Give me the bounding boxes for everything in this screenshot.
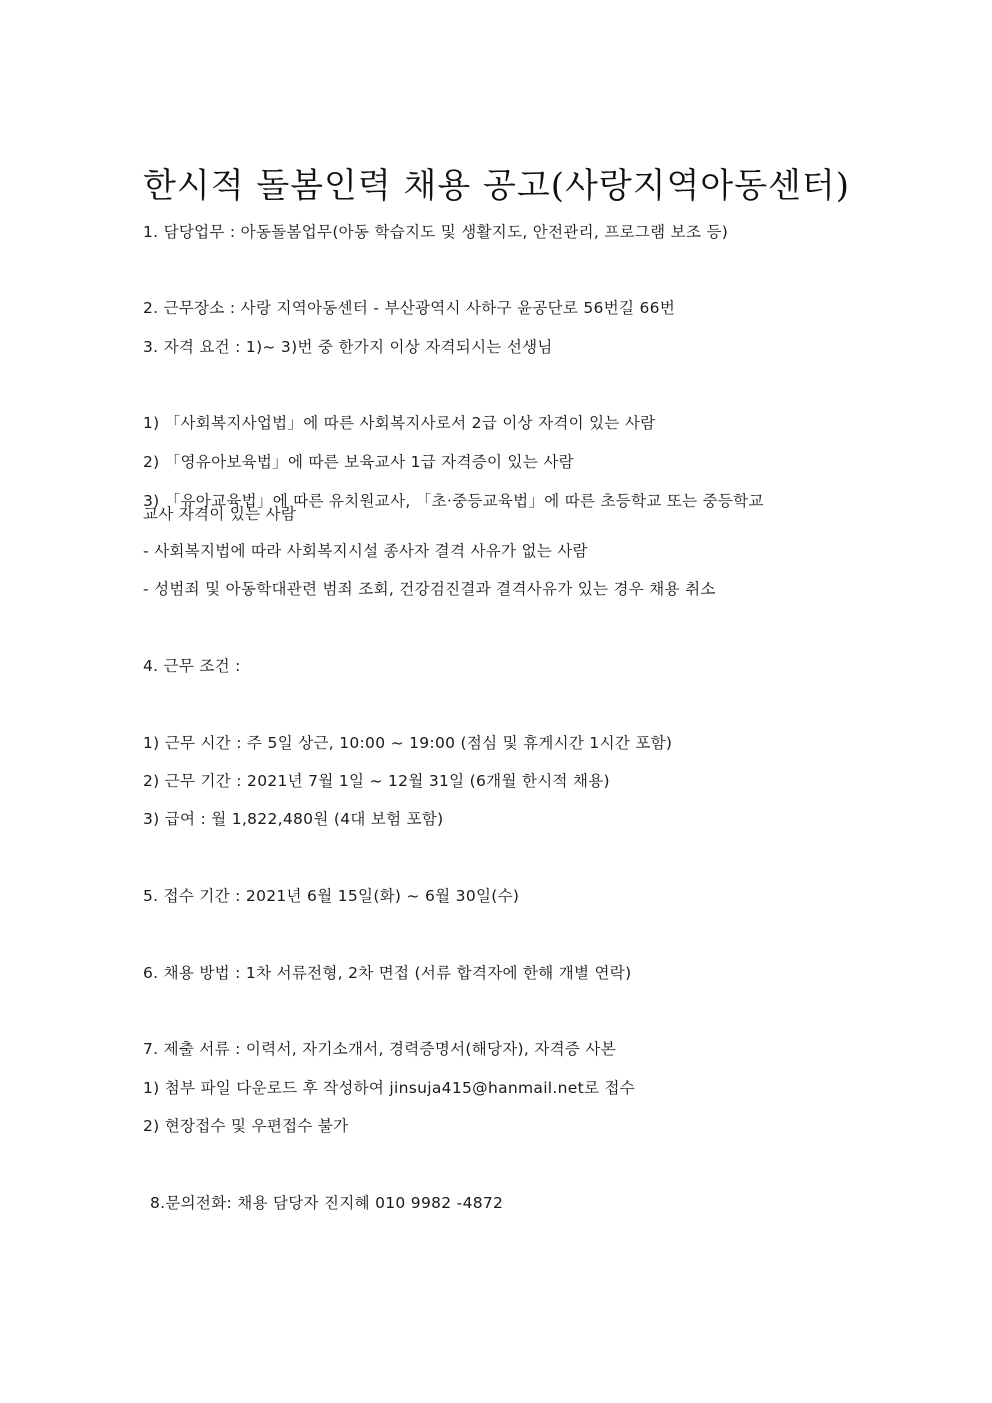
section-location: 2. 근무장소 : 사랑 지역아동센터 - 부산광역시 사하구 윤공단로 56번길 66번: [143, 299, 676, 317]
section-hiring-method: 6. 채용 방법 : 1차 서류전형, 2차 면접 (서류 합격자에 한해 개별 연락): [143, 964, 632, 982]
qualification-note: - 성범죄 및 아동학대관련 범죄 조회, 건강검진결과 결격사유가 있는 경우 채용 취소: [143, 580, 716, 598]
condition-item: 2) 근무 기간 : 2021년 7월 1일 ~ 12월 31일 (6개월 한시적 채용): [143, 772, 610, 790]
qualification-item: 1) 「사회복지사업법」에 따른 사회복지사로서 2급 이상 자격이 있는 사람: [143, 414, 656, 432]
section-qualification-heading: 3. 자격 요건 : 1)~ 3)번 중 한가지 이상 자격되시는 선생님: [143, 338, 553, 356]
section-conditions-heading: 4. 근무 조건 :: [143, 657, 241, 675]
condition-item: 1) 근무 시간 : 주 5일 상근, 10:00 ~ 19:00 (점심 및 휴게시간 1시간 포함): [143, 734, 673, 752]
documents-item: 2) 현장접수 및 우편접수 불가: [143, 1117, 349, 1135]
documents-item: 1) 첨부 파일 다운로드 후 작성하여 jinsuja415@hanmail.net로 접수: [143, 1079, 636, 1097]
qualification-item-continuation: 교사 자격이 있는 사람: [143, 505, 297, 523]
qualification-item: 2) 「영유아보육법」에 따른 보육교사 1급 자격증이 있는 사람: [143, 453, 574, 471]
qualification-item: 3) 「유아교육법」에 따른 유치원교사, 「초·중등교육법」에 따른 초등학교 또는 중등학교: [143, 492, 764, 510]
section-documents-heading: 7. 제출 서류 : 이력서, 자기소개서, 경력증명서(해당자), 자격증 사본: [143, 1040, 616, 1058]
qualification-note: - 사회복지법에 따라 사회복지시설 종사자 결격 사유가 없는 사람: [143, 542, 588, 560]
condition-item: 3) 급여 : 월 1,822,480원 (4대 보험 포함): [143, 810, 444, 828]
section-duty: 1. 담당업무 : 아동돌봄업무(아동 학습지도 및 생활지도, 안전관리, 프로그램 보조 등): [143, 223, 729, 241]
section-application-period: 5. 접수 기간 : 2021년 6월 15일(화) ~ 6월 30일(수): [143, 887, 520, 905]
section-contact: 8.문의전화: 채용 담당자 진지혜 010 9982 -4872: [150, 1194, 504, 1212]
page-title: 한시적 돌봄인력 채용 공고(사랑지역아동센터): [143, 166, 850, 206]
